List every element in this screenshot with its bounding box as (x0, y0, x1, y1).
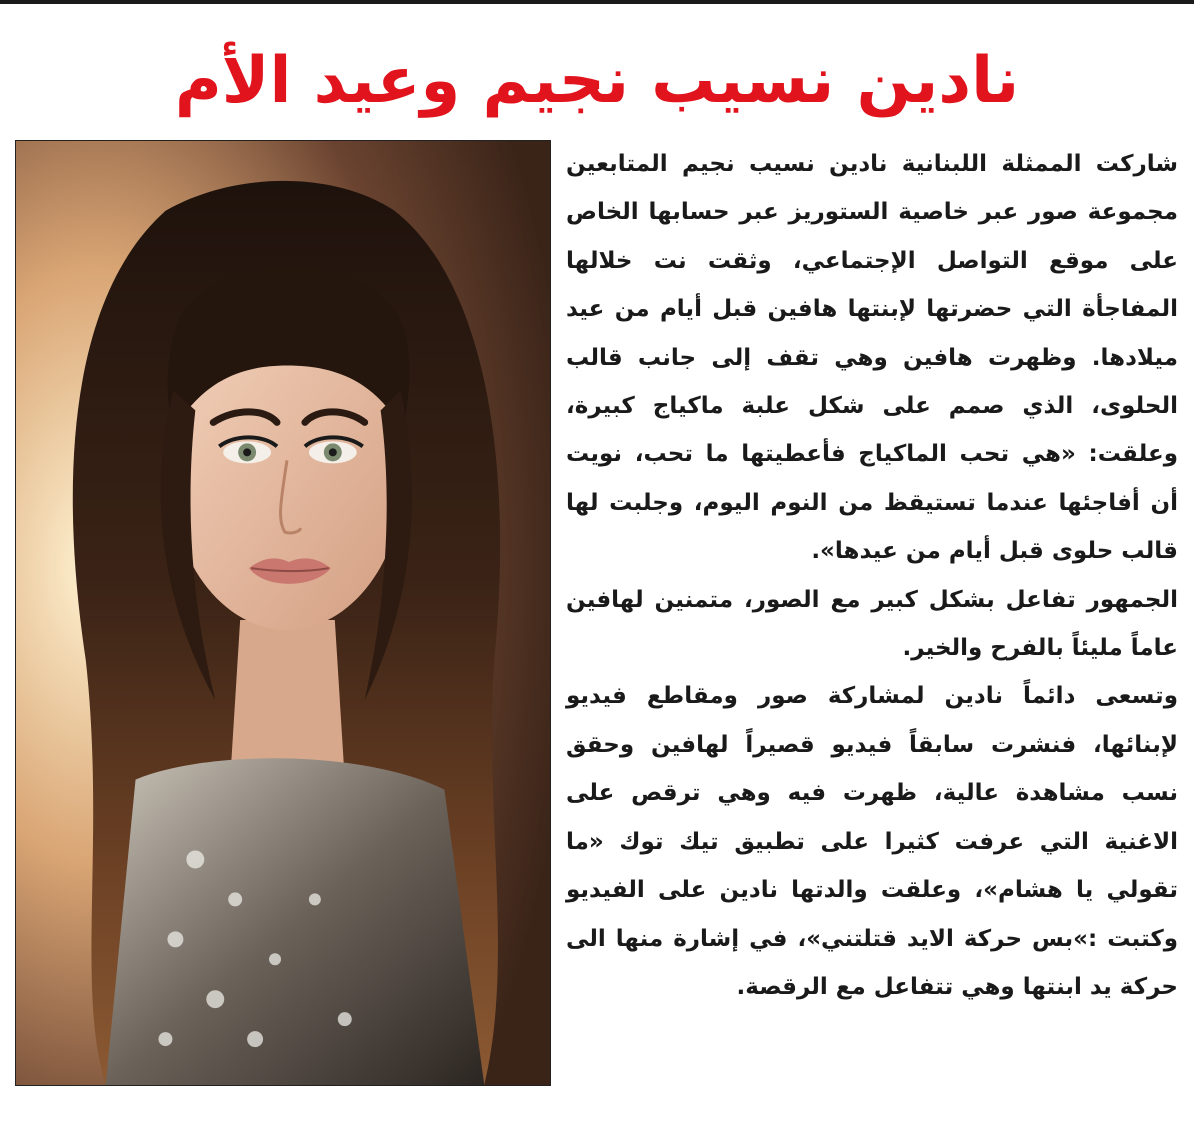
portrait-illustration (16, 141, 550, 1085)
article-body (566, 140, 1178, 1126)
portrait-photo (15, 140, 551, 1086)
article-paragraph-1: شاركت الممثلة اللبنانية نادين نسيب نجيم المتابعين مجموعة صور عبر خاصية الستوريز عبر حسابها الخاص على موقع التواصل الإجتماعي، وثقت نت خلالها المفاجأة التي حضرتها لإبنتها هافين قبل أيام من عيد ميلادها. وظهرت هافين وهي تقف إلى جانب قالب الحلوى، الذي صمم على شكل علبة ماكياج كبيرة، وعلقت: «هي تحب الماكياج فأعطيتها ما تحب، نويت أن أفاجئها عندما تستيقظ من النوم اليوم، وجلبت لها قالب حلوى قبل أيام من عيدها». (566, 151, 1178, 565)
article-paragraph-3: وتسعى دائماً نادين لمشاركة صور ومقاطع فيديو لإبنائها، فنشرت سابقاً فيديو قصيراً لهافين وحقق نسب مشاهدة عالية، ظهرت فيه وهي ترقص على الاغنية التي عرفت كثيرا على تطبيق تيك توك «ما تقولي يا هشام»، وعلقت والدتها نادين على الفيديو وكتبت :»بس حركة الايد قتلتني»، في إشارة منها الى حركة يد ابنتها وهي تتفاعل مع الرقصة. (566, 683, 1178, 1000)
article-paragraph-2: الجمهور تفاعل بشكل كبير مع الصور، متمنين لهافين عاماً مليئاً بالفرح والخير. (566, 586, 1178, 662)
article-headline: نادين نسيب نجيم وعيد الأم (174, 44, 1020, 118)
top-rule (0, 0, 1194, 4)
